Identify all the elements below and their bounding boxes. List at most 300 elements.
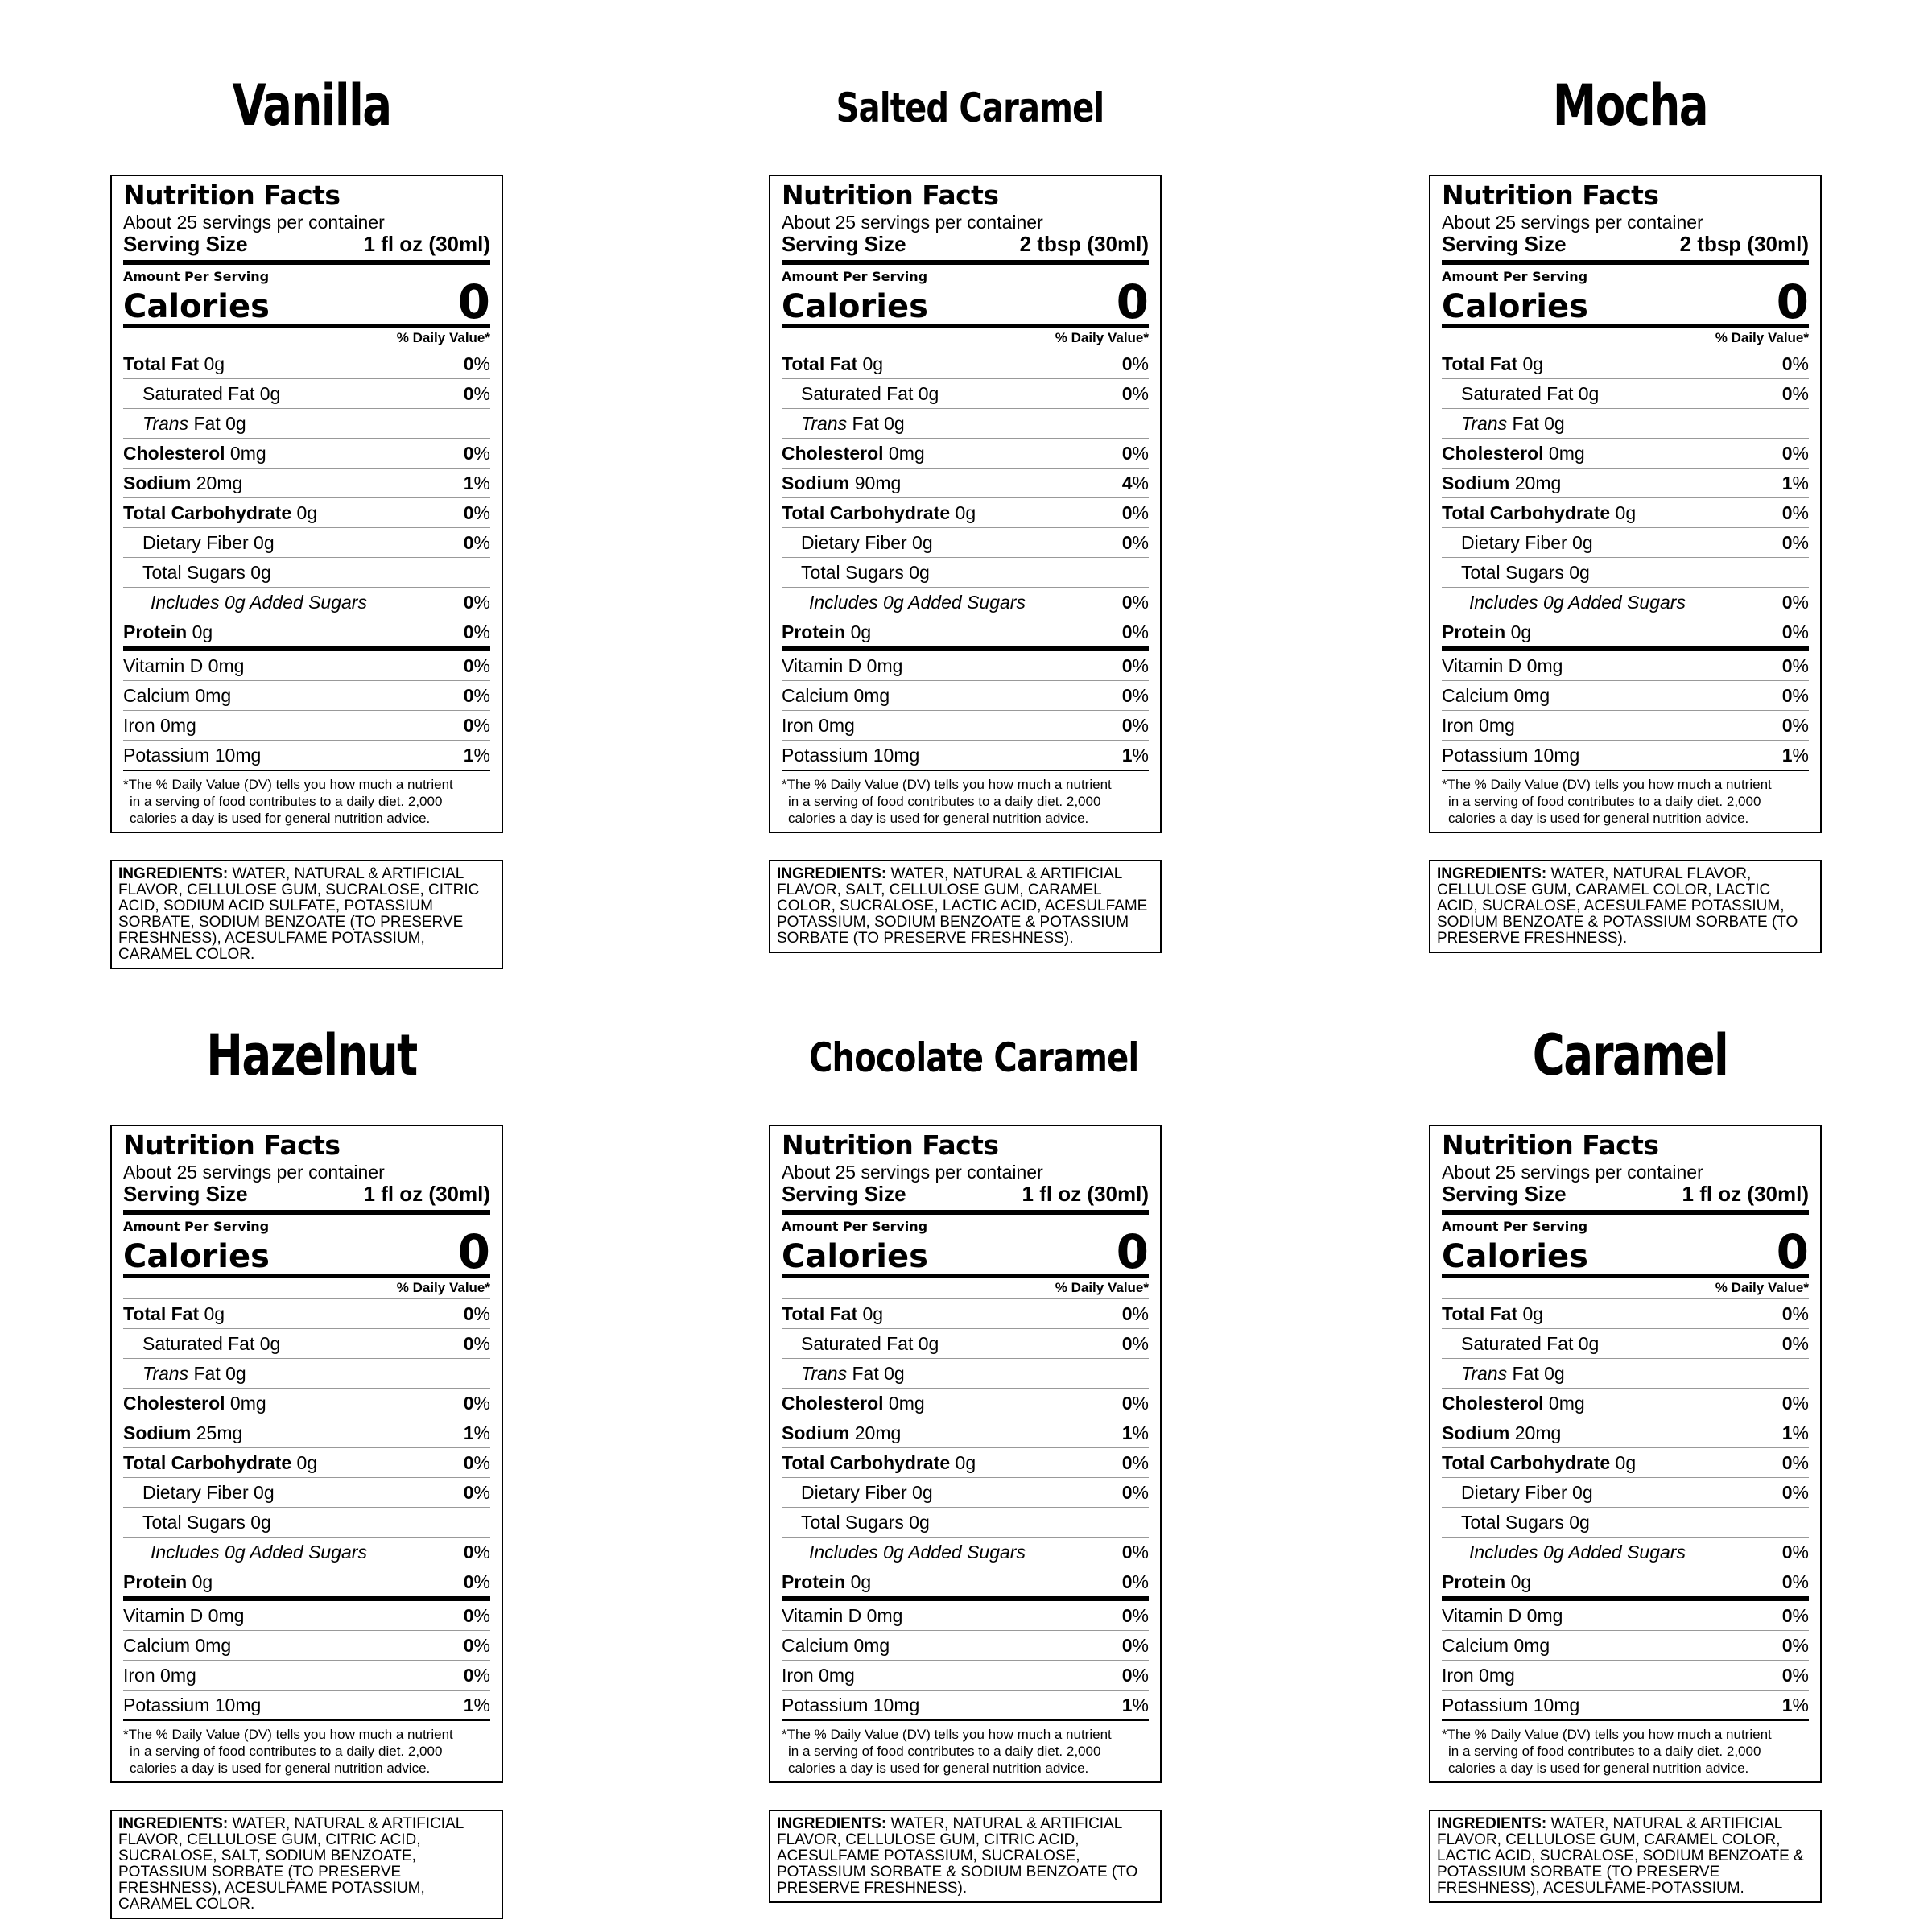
nutrient-amount: 0g	[225, 413, 246, 434]
daily-value-percent: 0	[463, 1303, 474, 1324]
daily-value-percent: 0	[1121, 383, 1133, 404]
nutrition-facts-heading: Nutrition Facts	[782, 1129, 999, 1161]
nutrient-amount: 0g	[862, 353, 884, 374]
nutrient-name-suffix: Fat	[1507, 1363, 1539, 1384]
nutrient-amount: 20mg	[1514, 473, 1562, 493]
nutrient-name-italic: Trans	[142, 1363, 189, 1384]
amount-per-serving-label: Amount Per Serving	[782, 269, 928, 284]
nutrient-amount: 0mg	[229, 443, 266, 464]
daily-value-percent: 0	[1121, 592, 1133, 613]
footnote-line: in a serving of food contributes to a daily diet. 2,000	[1448, 1744, 1761, 1759]
nutrient-name: Total Sugars	[1461, 1512, 1564, 1533]
daily-value-percent: 4	[1121, 473, 1133, 493]
serving-size-value: 1 fl oz (30ml)	[1022, 1182, 1149, 1206]
nutrient-name-suffix: Fat	[188, 413, 221, 434]
daily-value-footnote	[123, 1721, 490, 1781]
nutrient-name: Total Carbohydrate	[123, 502, 292, 523]
nutrient-amount: 0mg	[1548, 1393, 1585, 1414]
nutrient-name: Dietary Fiber	[1461, 1482, 1567, 1503]
nutrient-name: Total Fat	[782, 353, 858, 374]
daily-value-percent: 1	[1121, 1695, 1133, 1715]
nutrition-facts-heading: Nutrition Facts	[123, 1129, 341, 1161]
nutrient-row-protein: Protein 0g 0%	[1442, 1567, 1809, 1601]
nutrient-row-dietary-fiber: Dietary Fiber 0g 0%	[782, 1478, 1149, 1508]
nutrient-amount: 0mg	[1479, 715, 1515, 736]
nutrition-facts-heading: Nutrition Facts	[1442, 1129, 1659, 1161]
nutrient-amount: 0g	[1569, 1512, 1590, 1533]
daily-value-percent: 0	[463, 621, 474, 642]
nutrient-name-suffix: Fat	[847, 1363, 879, 1384]
calories-value: 0	[1116, 1224, 1149, 1279]
nutrient-name: Iron	[1442, 1665, 1474, 1686]
nutrition-facts-panel	[1429, 175, 1822, 833]
nutrient-row-cholesterol: Cholesterol 0mg 0%	[123, 1389, 490, 1418]
daily-value-heading: % Daily Value*	[1442, 328, 1809, 349]
nutrient-row-total-fat: Total Fat 0g 0%	[123, 1299, 490, 1329]
ingredients-label: INGREDIENTS:	[777, 865, 887, 882]
nutrient-name: Saturated Fat	[801, 383, 914, 404]
nutrient-name-suffix: Fat	[1507, 413, 1539, 434]
nutrient-name: Calcium	[782, 1635, 849, 1656]
servings-per-container: About 25 servings per container	[123, 212, 385, 233]
daily-value-heading: % Daily Value*	[782, 328, 1149, 349]
nutrient-name: Cholesterol	[123, 1393, 225, 1414]
nutrient-row-dietary-fiber: Dietary Fiber 0g 0%	[1442, 528, 1809, 558]
footnote-line: calories a day is used for general nutrition advice.	[1448, 811, 1749, 826]
nutrient-amount: 0g	[1572, 532, 1593, 553]
nutrient-amount: 0g	[254, 532, 275, 553]
nutrient-name: Potassium	[1442, 1695, 1529, 1715]
calories-value: 0	[1776, 275, 1809, 329]
ingredients-label: INGREDIENTS:	[1437, 1815, 1547, 1832]
nutrient-name: Total Fat	[782, 1303, 858, 1324]
daily-value-percent: 0	[1121, 715, 1133, 736]
nutrient-name: Cholesterol	[1442, 1393, 1544, 1414]
amount-per-serving-label: Amount Per Serving	[1442, 1219, 1588, 1234]
daily-value-heading: % Daily Value*	[782, 1278, 1149, 1299]
nutrient-row-protein: Protein 0g 0%	[782, 617, 1149, 651]
nutrient-amount: 0g	[850, 1571, 872, 1592]
nutrient-row-total-sugars	[1442, 558, 1809, 588]
servings-per-container: About 25 servings per container	[782, 212, 1043, 233]
nutrient-name: Cholesterol	[123, 443, 225, 464]
serving-size-label: Serving Size	[123, 1182, 248, 1206]
calories-value: 0	[1776, 1224, 1809, 1279]
daily-value-percent: 0	[1121, 1303, 1133, 1324]
nutrient-name: Total Sugars	[142, 562, 246, 583]
nutrient-row-trans-fat	[123, 1359, 490, 1389]
nutrient-amount: 10mg	[1533, 745, 1580, 766]
serving-size-row	[1442, 1183, 1809, 1215]
nutrient-name: Protein	[123, 621, 188, 642]
ingredients-text: WATER, NATURAL & ARTIFICIAL FLAVOR, CELLULOSE GUM, CITRIC ACID, ACESULFAME POTASSIUM, SUCRALOSE, POTASSIUM SORBATE & SODIUM BENZOATE (TO PRESERVE FRESHNESS).	[777, 1815, 1138, 1897]
nutrient-row-total-sugars	[782, 1508, 1149, 1538]
daily-value-percent: 0	[1781, 443, 1793, 464]
nutrient-amount: 0g	[1615, 502, 1637, 523]
nutrient-amount: 0mg	[853, 685, 890, 706]
nutrient-amount: 0g	[204, 1303, 225, 1324]
nutrient-row-added-sugars: Includes 0g Added Sugars 0%	[1442, 1538, 1809, 1567]
nutrient-name: Saturated Fat	[142, 383, 255, 404]
nutrient-row-cholesterol: Cholesterol 0mg 0%	[782, 439, 1149, 469]
nutrient-name: Sodium	[1442, 1422, 1510, 1443]
nutrient-row-iron: Iron 0mg 0%	[782, 711, 1149, 741]
footnote-line: *The % Daily Value (DV) tells you how much a nutrient	[123, 777, 453, 792]
ingredients-text: WATER, NATURAL & ARTIFICIAL FLAVOR, SALT, CELLULOSE GUM, CARAMEL COLOR, SUCRALOSE, LACTIC ACID, ACESULFAME POTASSIUM, SODIUM BENZOATE & POTASSIUM SORBATE (TO PRESERVE FRESHNESS).	[777, 865, 1148, 947]
nutrient-name-italic: Trans	[142, 413, 189, 434]
daily-value-percent: 0	[463, 443, 474, 464]
serving-size-label: Serving Size	[1442, 1182, 1567, 1206]
nutrient-name: Vitamin D	[782, 655, 862, 676]
nutrient-name: Total Fat	[123, 1303, 200, 1324]
nutrient-row-iron: Iron 0mg 0%	[123, 1661, 490, 1690]
nutrient-row-protein: Protein 0g 0%	[123, 617, 490, 651]
serving-size-row	[782, 1183, 1149, 1215]
ingredients-panel	[769, 1810, 1162, 1903]
nutrient-name: Total Sugars	[1461, 562, 1564, 583]
flavor-title: Mocha	[1552, 72, 1708, 138]
nutrient-row-iron: Iron 0mg 0%	[782, 1661, 1149, 1690]
nutrient-row-potassium: Potassium 10mg 1%	[782, 1690, 1149, 1721]
nutrient-name: Vitamin D	[782, 1605, 862, 1626]
nutrient-amount: 0g	[918, 383, 939, 404]
nutrient-row-sodium: Sodium 20mg 1%	[782, 1418, 1149, 1448]
calories-label: Calories	[1442, 288, 1588, 325]
daily-value-percent: 0	[1781, 655, 1793, 676]
nutrient-row-vitamin-d: Vitamin D 0mg 0%	[1442, 1601, 1809, 1631]
daily-value-percent: 0	[463, 592, 474, 613]
serving-size-label: Serving Size	[1442, 232, 1567, 256]
amount-per-serving-label: Amount Per Serving	[1442, 269, 1588, 284]
nutrition-facts-heading: Nutrition Facts	[782, 180, 999, 211]
nutrient-row-iron: Iron 0mg 0%	[1442, 711, 1809, 741]
footnote-line: in a serving of food contributes to a daily diet. 2,000	[130, 794, 443, 809]
nutrient-amount: 0g	[192, 1571, 213, 1592]
daily-value-percent: 0	[463, 353, 474, 374]
nutrient-row-saturated-fat: Saturated Fat 0g 0%	[123, 1329, 490, 1359]
nutrient-name: Saturated Fat	[1461, 1333, 1574, 1354]
nutrient-row-trans-fat	[1442, 1359, 1809, 1389]
nutrient-name: Vitamin D	[123, 1605, 204, 1626]
nutrient-row-trans-fat	[782, 409, 1149, 439]
nutrient-amount: 0g	[884, 1363, 905, 1384]
nutrient-name: Saturated Fat	[1461, 383, 1574, 404]
nutrient-name: Potassium	[1442, 745, 1529, 766]
nutrient-name: Sodium	[782, 473, 850, 493]
daily-value-percent: 0	[463, 655, 474, 676]
daily-value-percent: 0	[1781, 592, 1793, 613]
nutrient-name: Cholesterol	[1442, 443, 1544, 464]
daily-value-percent: 0	[1121, 532, 1133, 553]
nutrient-amount: 0g	[225, 1363, 246, 1384]
calories-value: 0	[457, 275, 490, 329]
nutrient-row-dietary-fiber: Dietary Fiber 0g 0%	[123, 1478, 490, 1508]
daily-value-footnote	[782, 771, 1149, 832]
ingredients-panel	[110, 860, 503, 969]
nutrient-name: Total Carbohydrate	[782, 502, 951, 523]
daily-value-percent: 0	[1781, 621, 1793, 642]
calories-label: Calories	[1442, 1238, 1588, 1275]
nutrient-name: Dietary Fiber	[142, 532, 249, 553]
daily-value-percent: 0	[1781, 1635, 1793, 1656]
nutrient-row-total-fat: Total Fat 0g 0%	[1442, 1299, 1809, 1329]
nutrient-row-protein: Protein 0g 0%	[1442, 617, 1809, 651]
nutrient-name-italic: Trans	[1461, 413, 1508, 434]
nutrient-amount: 10mg	[873, 1695, 920, 1715]
nutrient-amount: 0g	[955, 1452, 976, 1473]
daily-value-heading: % Daily Value*	[123, 1278, 490, 1299]
nutrient-row-vitamin-d: Vitamin D 0mg 0%	[123, 1601, 490, 1631]
nutrient-amount: 20mg	[1514, 1422, 1562, 1443]
nutrient-name: Iron	[782, 1665, 814, 1686]
serving-size-value: 2 tbsp (30ml)	[1019, 232, 1149, 256]
daily-value-percent: 1	[1781, 1422, 1793, 1443]
nutrient-name: Total Carbohydrate	[123, 1452, 292, 1473]
calories-label: Calories	[782, 1238, 928, 1275]
flavor-title: Vanilla	[232, 72, 391, 138]
nutrient-row-calcium: Calcium 0mg 0%	[782, 681, 1149, 711]
daily-value-percent: 1	[463, 473, 474, 493]
nutrient-name: Dietary Fiber	[142, 1482, 249, 1503]
flavor-title: Chocolate Caramel	[809, 1034, 1139, 1081]
nutrient-row-vitamin-d: Vitamin D 0mg 0%	[1442, 651, 1809, 681]
serving-size-row	[123, 1183, 490, 1215]
nutrient-row-total-carbohydrate: Total Carbohydrate 0g 0%	[782, 498, 1149, 528]
daily-value-percent: 0	[1781, 1665, 1793, 1686]
serving-size-label: Serving Size	[782, 232, 906, 256]
ingredients-panel	[1429, 860, 1822, 953]
nutrient-row-saturated-fat: Saturated Fat 0g 0%	[782, 379, 1149, 409]
nutrient-name: Iron	[123, 715, 155, 736]
nutrient-row-protein: Protein 0g 0%	[782, 1567, 1149, 1601]
daily-value-heading: % Daily Value*	[1442, 1278, 1809, 1299]
serving-size-label: Serving Size	[782, 1182, 906, 1206]
footnote-line: *The % Daily Value (DV) tells you how much a nutrient	[782, 777, 1112, 792]
nutrient-name: Cholesterol	[782, 443, 884, 464]
daily-value-percent: 0	[1781, 1452, 1793, 1473]
nutrient-amount: 0g	[1615, 1452, 1637, 1473]
daily-value-footnote	[123, 771, 490, 832]
nutrient-row-total-carbohydrate: Total Carbohydrate 0g 0%	[1442, 1448, 1809, 1478]
nutrient-amount: 0g	[912, 532, 933, 553]
daily-value-percent: 0	[1781, 1482, 1793, 1503]
nutrient-row-total-fat: Total Fat 0g 0%	[782, 349, 1149, 379]
serving-size-row	[123, 233, 490, 265]
servings-per-container: About 25 servings per container	[1442, 1162, 1703, 1183]
daily-value-percent: 0	[463, 1333, 474, 1354]
daily-value-percent: 0	[1781, 1542, 1793, 1563]
nutrient-amount: 0g	[296, 502, 318, 523]
footnote-line: *The % Daily Value (DV) tells you how much a nutrient	[782, 1727, 1112, 1742]
nutrient-amount: 0g	[1578, 1333, 1600, 1354]
nutrient-name: Protein	[1442, 621, 1506, 642]
daily-value-heading: % Daily Value*	[123, 328, 490, 349]
daily-value-percent: 0	[1121, 443, 1133, 464]
nutrient-row-sodium: Sodium 20mg 1%	[1442, 1418, 1809, 1448]
ingredients-label: INGREDIENTS:	[1437, 865, 1547, 882]
daily-value-percent: 0	[463, 1635, 474, 1656]
daily-value-percent: 0	[1121, 1542, 1133, 1563]
nutrient-amount: 0g	[909, 562, 930, 583]
nutrient-row-calcium: Calcium 0mg 0%	[123, 1631, 490, 1661]
nutrient-amount: 0mg	[819, 1665, 855, 1686]
nutrient-amount: 0mg	[1548, 443, 1585, 464]
nutrient-amount: 0g	[250, 1512, 271, 1533]
nutrient-row-saturated-fat: Saturated Fat 0g 0%	[782, 1329, 1149, 1359]
nutrient-name: Iron	[782, 715, 814, 736]
daily-value-percent: 0	[1781, 383, 1793, 404]
daily-value-percent: 0	[1121, 1635, 1133, 1656]
nutrient-amount: 0g	[1544, 1363, 1565, 1384]
nutrient-row-total-fat: Total Fat 0g 0%	[1442, 349, 1809, 379]
ingredients-panel	[1429, 1810, 1822, 1903]
nutrition-facts-heading: Nutrition Facts	[123, 180, 341, 211]
daily-value-percent: 0	[1121, 1333, 1133, 1354]
nutrient-amount: 0g	[884, 413, 905, 434]
nutrition-facts-panel	[769, 1125, 1162, 1783]
daily-value-percent: 0	[463, 1605, 474, 1626]
nutrient-row-total-sugars	[123, 558, 490, 588]
nutrient-row-vitamin-d: Vitamin D 0mg 0%	[782, 1601, 1149, 1631]
nutrient-name: Sodium	[1442, 473, 1510, 493]
nutrient-amount: 0g	[250, 562, 271, 583]
nutrient-name: Includes 0g Added Sugars	[1469, 1542, 1686, 1563]
daily-value-percent: 0	[1781, 1571, 1793, 1592]
nutrient-amount: 0mg	[1513, 1635, 1550, 1656]
daily-value-percent: 0	[1121, 655, 1133, 676]
nutrient-name: Includes 0g Added Sugars	[151, 592, 367, 613]
nutrient-name: Saturated Fat	[142, 1333, 255, 1354]
nutrient-amount: 0mg	[160, 1665, 196, 1686]
serving-size-value: 1 fl oz (30ml)	[363, 232, 490, 256]
daily-value-percent: 0	[1121, 621, 1133, 642]
nutrient-amount: 0g	[912, 1482, 933, 1503]
calories-label: Calories	[123, 288, 270, 325]
nutrient-row-dietary-fiber: Dietary Fiber 0g 0%	[782, 528, 1149, 558]
nutrient-amount: 0g	[862, 1303, 884, 1324]
nutrient-row-potassium: Potassium 10mg 1%	[123, 741, 490, 771]
daily-value-percent: 0	[1781, 685, 1793, 706]
nutrient-name-italic: Trans	[801, 413, 848, 434]
daily-value-percent: 1	[1121, 745, 1133, 766]
nutrient-amount: 0g	[909, 1512, 930, 1533]
nutrient-name: Potassium	[782, 745, 869, 766]
nutrient-name: Potassium	[782, 1695, 869, 1715]
nutrient-row-sodium: Sodium 25mg 1%	[123, 1418, 490, 1448]
daily-value-percent: 0	[463, 383, 474, 404]
nutrient-amount: 0mg	[866, 1605, 903, 1626]
nutrient-row-calcium: Calcium 0mg 0%	[123, 681, 490, 711]
serving-size-label: Serving Size	[123, 232, 248, 256]
nutrient-row-total-sugars	[782, 558, 1149, 588]
nutrient-name: Includes 0g Added Sugars	[151, 1542, 367, 1563]
serving-size-row	[1442, 233, 1809, 265]
daily-value-percent: 0	[463, 685, 474, 706]
amount-per-serving-label: Amount Per Serving	[782, 1219, 928, 1234]
nutrient-name: Total Carbohydrate	[782, 1452, 951, 1473]
footnote-line: calories a day is used for general nutrition advice.	[1448, 1761, 1749, 1776]
nutrient-name: Total Carbohydrate	[1442, 502, 1611, 523]
nutrient-row-total-sugars	[1442, 1508, 1809, 1538]
nutrient-name: Iron	[123, 1665, 155, 1686]
daily-value-percent: 0	[463, 715, 474, 736]
daily-value-percent: 1	[1781, 473, 1793, 493]
nutrient-amount: 0g	[1578, 383, 1600, 404]
daily-value-percent: 0	[463, 1542, 474, 1563]
daily-value-percent: 1	[463, 1695, 474, 1715]
nutrient-name: Potassium	[123, 1695, 210, 1715]
nutrient-amount: 0g	[955, 502, 976, 523]
nutrient-name: Sodium	[123, 1422, 192, 1443]
nutrient-row-total-fat: Total Fat 0g 0%	[123, 349, 490, 379]
amount-per-serving-label: Amount Per Serving	[123, 1219, 270, 1234]
footnote-line: *The % Daily Value (DV) tells you how much a nutrient	[1442, 777, 1772, 792]
nutrient-amount: 0mg	[888, 1393, 925, 1414]
footnote-line: calories a day is used for general nutrition advice.	[130, 811, 431, 826]
nutrient-amount: 0mg	[208, 1605, 245, 1626]
nutrient-row-cholesterol: Cholesterol 0mg 0%	[782, 1389, 1149, 1418]
nutrient-name: Dietary Fiber	[801, 532, 907, 553]
nutrient-amount: 0g	[1510, 621, 1532, 642]
nutrition-facts-heading: Nutrition Facts	[1442, 180, 1659, 211]
nutrient-amount: 0mg	[208, 655, 245, 676]
daily-value-footnote	[782, 1721, 1149, 1781]
calories-label: Calories	[782, 288, 928, 325]
nutrient-amount: 0g	[1569, 562, 1590, 583]
nutrient-amount: 0mg	[160, 715, 196, 736]
nutrient-name: Iron	[1442, 715, 1474, 736]
daily-value-percent: 0	[1781, 353, 1793, 374]
nutrient-row-saturated-fat: Saturated Fat 0g 0%	[1442, 1329, 1809, 1359]
nutrient-row-vitamin-d: Vitamin D 0mg 0%	[123, 651, 490, 681]
calories-value: 0	[457, 1224, 490, 1279]
nutrient-name: Total Fat	[1442, 353, 1518, 374]
footnote-line: *The % Daily Value (DV) tells you how much a nutrient	[1442, 1727, 1772, 1742]
nutrient-name-italic: Trans	[1461, 1363, 1508, 1384]
nutrient-name: Dietary Fiber	[801, 1482, 907, 1503]
daily-value-percent: 0	[1121, 1665, 1133, 1686]
daily-value-percent: 0	[1121, 1393, 1133, 1414]
ingredients-text: WATER, NATURAL & ARTIFICIAL FLAVOR, CELLULOSE GUM, CITRIC ACID, SUCRALOSE, SALT, SODIUM BENZOATE, POTASSIUM SORBATE (TO PRESERVE FRESHNESS), ACESULFAME POTASSIUM, CARAMEL COLOR.	[118, 1815, 464, 1913]
nutrient-row-trans-fat	[782, 1359, 1149, 1389]
nutrient-row-sodium: Sodium 20mg 1%	[123, 469, 490, 498]
nutrient-row-total-carbohydrate: Total Carbohydrate 0g 0%	[123, 1448, 490, 1478]
serving-size-value: 1 fl oz (30ml)	[1682, 1182, 1809, 1206]
nutrient-row-potassium: Potassium 10mg 1%	[782, 741, 1149, 771]
nutrient-name: Includes 0g Added Sugars	[809, 1542, 1026, 1563]
ingredients-label: INGREDIENTS:	[118, 865, 229, 882]
daily-value-percent: 0	[463, 1571, 474, 1592]
nutrient-row-saturated-fat: Saturated Fat 0g 0%	[123, 379, 490, 409]
nutrient-amount: 0mg	[1513, 685, 1550, 706]
nutrient-amount: 0g	[296, 1452, 318, 1473]
nutrient-amount: 0g	[1522, 353, 1544, 374]
nutrient-row-total-fat: Total Fat 0g 0%	[782, 1299, 1149, 1329]
ingredients-text: WATER, NATURAL FLAVOR, CELLULOSE GUM, CARAMEL COLOR, LACTIC ACID, SUCRALOSE, ACESULFAME POTASSIUM, SODIUM BENZOATE & POTASSIUM SORBATE (TO PRESERVE FRESHNESS).	[1437, 865, 1798, 947]
amount-per-serving-label: Amount Per Serving	[123, 269, 270, 284]
nutrient-name: Cholesterol	[782, 1393, 884, 1414]
footnote-line: in a serving of food contributes to a daily diet. 2,000	[788, 1744, 1101, 1759]
daily-value-percent: 0	[1121, 685, 1133, 706]
nutrient-amount: 0mg	[1479, 1665, 1515, 1686]
nutrient-row-calcium: Calcium 0mg 0%	[1442, 681, 1809, 711]
serving-size-value: 1 fl oz (30ml)	[363, 1182, 490, 1206]
nutrition-facts-panel	[1429, 1125, 1822, 1783]
nutrient-amount: 0mg	[888, 443, 925, 464]
flavor-title: Caramel	[1532, 1022, 1728, 1088]
nutrient-row-calcium: Calcium 0mg 0%	[1442, 1631, 1809, 1661]
footnote-line: in a serving of food contributes to a daily diet. 2,000	[1448, 794, 1761, 809]
